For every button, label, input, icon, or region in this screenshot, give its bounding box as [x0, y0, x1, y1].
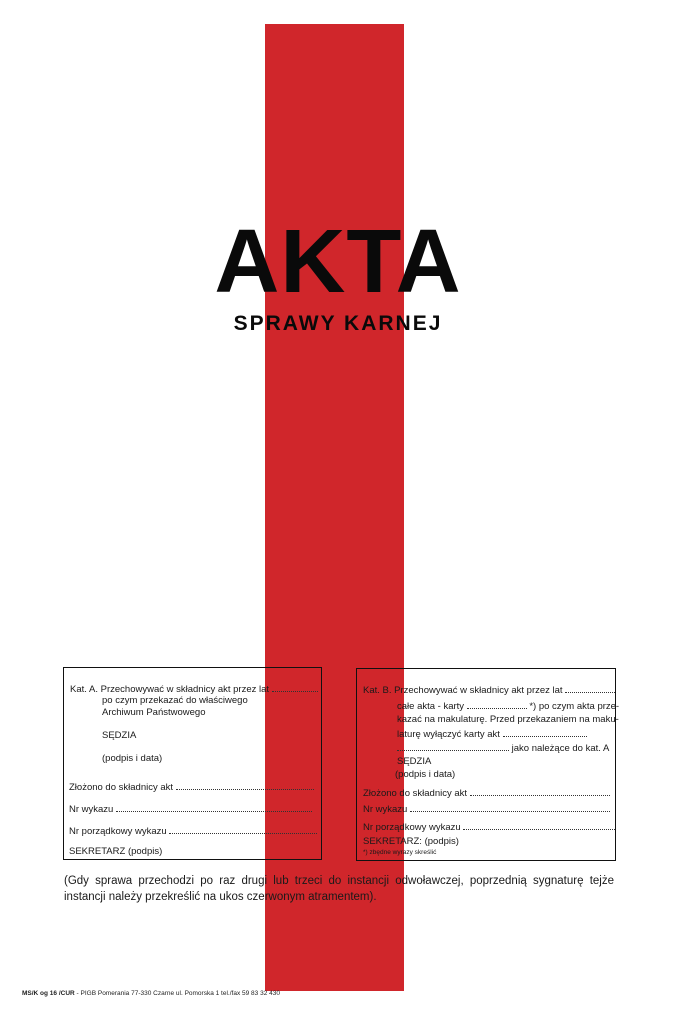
kat-a-transfer: po czym przekazać do właściwego: [102, 695, 248, 706]
kat-b-exclude: laturę wyłączyć karty akt: [397, 727, 587, 741]
category-b-box: [356, 668, 620, 861]
dotted-fill: [503, 727, 587, 737]
kat-a-deposited: Złożono do składnicy akt: [69, 780, 314, 794]
dotted-fill: [410, 802, 610, 812]
dotted-fill: [470, 786, 610, 796]
kat-a-line: Kat. A. Przechowywać w składnicy akt przez lat: [70, 682, 318, 696]
kat-a-secretary: SEKRETARZ (podpis): [69, 846, 163, 857]
form-code: MS/K og 16 /CUR: [22, 990, 75, 997]
dotted-fill: [272, 682, 318, 692]
kat-a-judge: SĘDZIA: [102, 730, 137, 741]
instance-note: (Gdy sprawa przechodzi po raz drugi lub trzeci do instancji odwoławczej, poprzednią sygnaturę tejże instancji należy przekreślić na ukos czerwonym atramentem).: [64, 875, 614, 903]
kat-b-footnote: *) zbędne wyrazy skreślić: [363, 849, 437, 856]
publisher-info: - PIGB Pomerania 77-330 Czarne ul. Pomorska 1 tel./fax 59 83 32 430: [76, 990, 280, 997]
document-subtitle: SPRAWY KARNEJ: [233, 312, 443, 335]
kat-b-signature: (podpis i data): [395, 769, 456, 780]
dotted-fill: [467, 699, 527, 709]
kat-a-archive: Archiwum Państwowego: [102, 707, 206, 718]
dotted-fill: [116, 802, 312, 812]
kat-a-order-number: Nr porządkowy wykazu: [69, 824, 317, 838]
kat-b-pages: całe akta - karty *) po czym akta prze-: [397, 701, 620, 712]
dotted-fill: [176, 780, 314, 790]
kat-b-order-number: Nr porządkowy wykazu: [363, 820, 615, 834]
kat-a-list-number: Nr wykazu: [69, 802, 312, 816]
kat-a-signature: (podpis i data): [102, 753, 163, 764]
print-footer: [22, 990, 280, 997]
kat-b-secretary: SEKRETARZ: (podpis): [363, 836, 459, 847]
dotted-fill: [463, 820, 615, 830]
document-title: AKTA: [214, 212, 462, 312]
kat-b-list-number: Nr wykazu: [363, 802, 610, 816]
kat-b-as-category-a: jako należące do kat. A: [397, 741, 609, 755]
kat-b-line: Kat. B. Przechowywać w składnicy akt przez lat: [363, 683, 615, 697]
dotted-fill: [565, 683, 615, 693]
kat-b-judge: SĘDZIA: [397, 756, 432, 767]
dotted-fill: [169, 824, 317, 834]
dotted-fill: [397, 741, 509, 751]
kat-b-deposited: Złożono do składnicy akt: [363, 786, 610, 800]
category-a-box: [63, 667, 322, 860]
kat-b-recycle: kazać na makulaturę. Przed przekazaniem na maku-: [397, 714, 619, 725]
